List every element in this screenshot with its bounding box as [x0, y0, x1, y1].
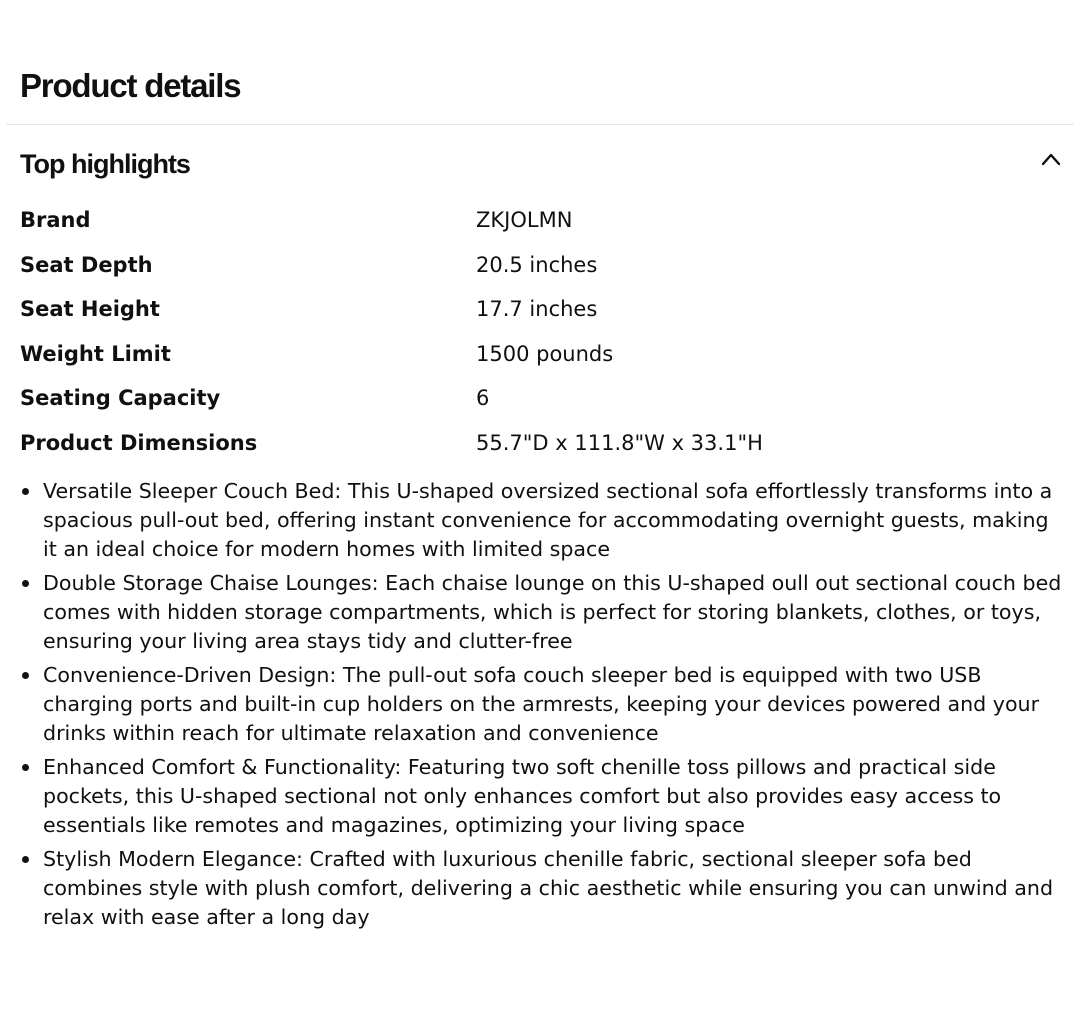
list-item	[20, 661, 1068, 748]
spec-row-seat-depth	[20, 243, 1060, 288]
spec-label: Seat Height	[20, 297, 160, 322]
top-highlights-toggle[interactable]	[0, 140, 1080, 188]
bullet-dot-icon	[22, 856, 29, 863]
section-title: Top highlights	[20, 149, 190, 179]
bullet-dot-icon	[22, 672, 29, 679]
feature-bullet-list	[20, 477, 1068, 937]
spec-label: Seat Depth	[20, 252, 153, 277]
spec-row-product-dimensions	[20, 421, 1060, 466]
spec-label: Brand	[20, 208, 91, 232]
specs-table	[20, 198, 1060, 466]
bullet-text: Convenience-Driven Design: The pull-out sofa couch sleeper bed is equipped with two USB charging ports and built-in cup holders on the armrests, keeping your devices powered and your drinks within reach for ultimate relaxation and convenience	[43, 663, 1040, 745]
divider	[6, 124, 1074, 125]
spec-label: Product Dimensions	[20, 430, 258, 455]
bullet-dot-icon	[22, 764, 29, 771]
bullet-text: Versatile Sleeper Couch Bed: This U-shaped oversized sectional sofa effortlessly transforms into a spacious pull-out bed, offering instant convenience for accommodating overnight guests, making it an ideal choice for modern homes with limited space	[43, 479, 1053, 561]
bullet-dot-icon	[22, 488, 29, 495]
spec-value: 55.7"D x 111.8"W x 33.1"H	[476, 430, 763, 455]
list-item	[20, 753, 1068, 840]
spec-row-brand	[20, 198, 1060, 243]
page-title: Product details	[20, 67, 241, 104]
spec-label: Seating Capacity	[20, 386, 221, 411]
list-item	[20, 845, 1068, 932]
list-item	[20, 569, 1068, 656]
spec-value: 17.7 inches	[476, 297, 598, 322]
spec-row-seating-capacity	[20, 376, 1060, 421]
spec-value: ZKJOLMN	[476, 208, 573, 232]
spec-value: 1500 pounds	[476, 341, 614, 366]
list-item	[20, 477, 1068, 564]
spec-value: 6	[476, 386, 490, 411]
bullet-text: Enhanced Comfort & Functionality: Featuring two soft chenille toss pillows and practical side pockets, this U-shaped sectional not only enhances comfort but also provides easy access to essentials like remotes and magazines, optimizing your living space	[43, 755, 1002, 837]
chevron-up-icon[interactable]	[1040, 150, 1062, 168]
spec-row-weight-limit	[20, 332, 1060, 377]
spec-row-seat-height	[20, 287, 1060, 332]
spec-value: 20.5 inches	[476, 252, 598, 277]
bullet-text: Stylish Modern Elegance: Crafted with luxurious chenille fabric, sectional sleeper sofa bed combines style with plush comfort, delivering a chic aesthetic while ensuring you can unwind and relax with ease after a long day	[43, 847, 1054, 929]
bullet-text: Double Storage Chaise Lounges: Each chaise lounge on this U-shaped oull out sectional couch bed comes with hidden storage compartments, which is perfect for storing blankets, clothes, or toys, ensuring your living area stays tidy and clutter-free	[43, 571, 1062, 653]
bullet-dot-icon	[22, 580, 29, 587]
spec-label: Weight Limit	[20, 341, 171, 366]
